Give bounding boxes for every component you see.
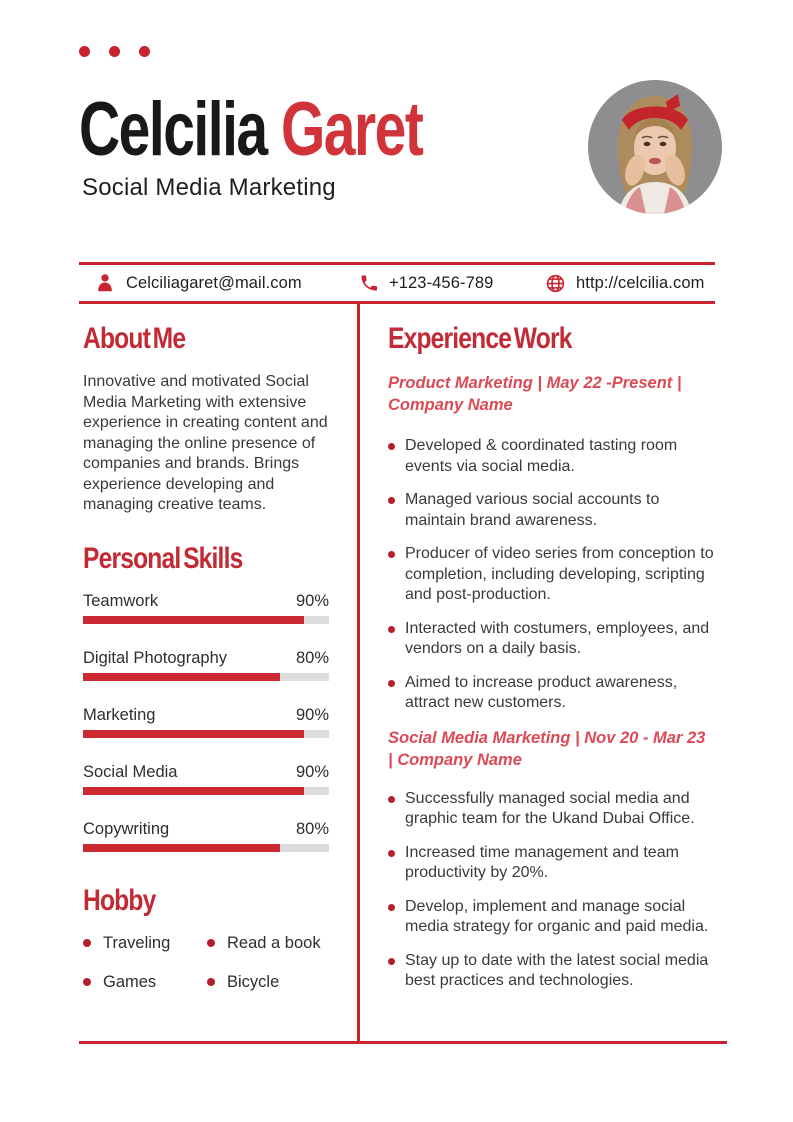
contact-phone — [359, 265, 493, 301]
skill-label: Digital Photography — [83, 648, 228, 667]
hobby-item — [207, 973, 329, 992]
decor-dots — [79, 46, 150, 57]
bullet-dot-icon — [83, 978, 91, 986]
bullet-item — [388, 544, 714, 606]
bullet-dot-icon — [388, 626, 395, 633]
globe-icon — [545, 273, 566, 294]
bullet-text: Managed various social accounts to maintain brand awareness. — [405, 491, 660, 529]
contact-bar — [79, 262, 715, 304]
about-text: Innovative and motivated Social Media Marketing with extensive experience in creating content and managing the online presence of companies and brands. Brings experience developing and managing creative teams. — [83, 373, 328, 513]
bullet-dot-icon — [388, 551, 395, 558]
experience-title: Experience Work — [388, 322, 572, 355]
decor-dot-icon — [139, 46, 150, 57]
skill-progress-fill — [83, 673, 280, 681]
bullet-dot-icon — [388, 443, 395, 450]
bullet-dot-icon — [388, 904, 395, 911]
phone-text: +123-456-789 — [389, 273, 494, 292]
contact-website — [545, 265, 704, 301]
job-entry — [388, 727, 714, 992]
person-icon — [94, 272, 116, 294]
bullet-item — [388, 436, 714, 477]
bullet-text: Interacted with costumers, employees, and vendors on a daily basis. — [405, 619, 710, 657]
bullet-text: Producer of video series from conception to completion, including developing, scripting and post-production. — [405, 545, 714, 603]
bullet-text: Successfully managed social media and graphic team for the Ukand Dubai Office. — [405, 789, 695, 827]
about-title: About Me — [83, 322, 186, 355]
skill-progress-fill — [83, 787, 304, 795]
skill-row — [83, 649, 329, 681]
skill-label: Marketing — [83, 705, 156, 724]
bullet-dot-icon — [207, 978, 215, 986]
phone-icon — [359, 273, 379, 293]
skill-row — [83, 820, 329, 852]
skill-label: Copywriting — [83, 819, 170, 838]
skill-progress-track — [83, 673, 329, 681]
profile-photo — [588, 80, 722, 214]
job-bullets — [388, 436, 714, 714]
bullet-item — [388, 843, 714, 884]
hobby-list — [83, 934, 329, 992]
skill-value: 90% — [295, 705, 329, 724]
bullet-dot-icon — [207, 939, 215, 947]
contact-email — [94, 265, 302, 301]
hobby-item — [207, 934, 329, 953]
job-heading: Social Media Marketing | Nov 20 - Mar 23 | Company Name — [388, 728, 706, 769]
bullet-item — [388, 897, 714, 938]
hobby-label: Traveling — [103, 933, 171, 952]
left-column — [83, 322, 329, 992]
bullet-dot-icon — [388, 680, 395, 687]
job-heading: Product Marketing | May 22 -Present | Company Name — [388, 374, 682, 414]
job-entry — [388, 372, 714, 714]
decor-dot-icon — [79, 46, 90, 57]
skill-value: 80% — [295, 819, 329, 838]
skill-row — [83, 592, 329, 624]
bullet-item — [388, 619, 714, 660]
hobby-label: Read a book — [227, 933, 321, 952]
hobby-title: Hobby — [83, 883, 156, 917]
bullet-text: Increased time management and team productivity by 20%. — [405, 843, 679, 881]
hobby-label: Bicycle — [227, 972, 280, 991]
bullet-item — [388, 789, 714, 830]
email-text: Celciliagaret@mail.com — [126, 273, 302, 292]
job-bullets — [388, 789, 714, 992]
skill-progress-track — [83, 787, 329, 795]
hobby-item — [83, 973, 207, 992]
skill-progress-track — [83, 730, 329, 738]
last-name: Garet — [280, 87, 423, 172]
bullet-text: Develop, implement and manage social media strategy for organic and paid media. — [405, 897, 709, 935]
skill-value: 90% — [295, 762, 329, 781]
skill-progress-fill — [83, 844, 280, 852]
bullet-item — [388, 490, 714, 531]
bullet-text: Stay up to date with the latest social media best practices and technologies. — [405, 951, 709, 989]
bullet-dot-icon — [388, 958, 395, 965]
decor-dot-icon — [109, 46, 120, 57]
bullet-text: Aimed to increase product awareness, attract new customers. — [405, 673, 678, 711]
right-column — [388, 322, 714, 1005]
bullet-text: Developed & coordinated tasting room events via social media. — [405, 437, 678, 475]
hobby-item — [83, 934, 207, 953]
bullet-dot-icon — [388, 850, 395, 857]
bullet-dot-icon — [388, 497, 395, 504]
skill-value: 80% — [295, 648, 329, 667]
skills-title: Personal Skills — [83, 541, 243, 575]
hobby-label: Games — [103, 972, 157, 991]
bullet-dot-icon — [83, 939, 91, 947]
website-text: http://celcilia.com — [576, 273, 705, 292]
bullet-item — [388, 673, 714, 714]
skill-label: Social Media — [83, 762, 178, 781]
first-name: Celcilia — [79, 87, 267, 172]
portrait-illustration — [588, 80, 722, 214]
person-name — [79, 87, 423, 172]
column-divider — [357, 301, 360, 1041]
skill-value: 90% — [295, 591, 329, 610]
skill-label: Teamwork — [83, 591, 159, 610]
job-subtitle: Social Media Marketing — [82, 174, 336, 201]
bullet-item — [388, 951, 714, 992]
skill-progress-fill — [83, 730, 304, 738]
bottom-rule — [79, 1041, 727, 1044]
skill-progress-track — [83, 844, 329, 852]
skill-progress-track — [83, 616, 329, 624]
bullet-dot-icon — [388, 796, 395, 803]
skill-row — [83, 763, 329, 795]
skill-row — [83, 706, 329, 738]
skill-progress-fill — [83, 616, 304, 624]
